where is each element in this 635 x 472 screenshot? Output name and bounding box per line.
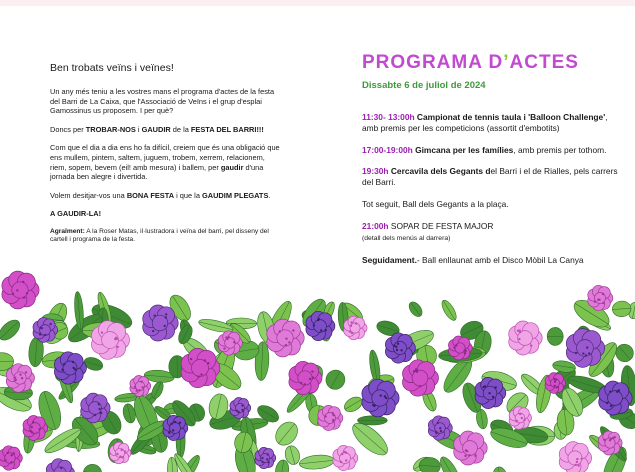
top-strip	[0, 0, 635, 6]
flower-icon	[306, 311, 335, 340]
text: Doncs per	[50, 124, 86, 134]
event-detail: , amb premis per les competicions (assortit d'embotits)	[362, 112, 608, 133]
flower-icon	[181, 348, 220, 387]
event-note: (detall dels menús al darrera)	[362, 234, 451, 242]
leaf-icon	[342, 394, 365, 415]
text: de la	[170, 124, 191, 134]
flower-icon	[130, 376, 151, 397]
flower-icon	[6, 364, 34, 393]
event-detail: - Ball enllaunat amb el Disco Mòbil La Canya	[416, 255, 584, 266]
leaf-icon	[82, 463, 104, 472]
flower-icon	[559, 442, 591, 472]
event-time: 11:30- 13:00h	[362, 112, 415, 122]
flower-icon	[230, 398, 251, 419]
flower-icon	[318, 405, 343, 430]
ack-text: A la Roser Matas, il·lustradora i veïna del barri, pel disseny del cartell i programa de la festa.	[50, 227, 269, 244]
flower-icon	[428, 416, 452, 440]
leaf-icon	[299, 454, 335, 471]
intro-paragraph: Un any més teniu a les vostres mans el programa d'actes de la festa del Barri de La Caixa, que l'Associació de Veïns i el grup d'esplai Gamossinus us proposem. I per què?	[50, 87, 275, 116]
flower-icon	[2, 271, 39, 309]
leaf-icon	[271, 418, 302, 450]
event-title: Seguidament.	[362, 255, 417, 266]
flower-icon	[23, 416, 48, 441]
flower-icon	[218, 331, 242, 355]
event-time: 21:00h	[362, 220, 389, 231]
event-title: Cercavila dels Gegants d	[388, 166, 491, 177]
text-bold: gaudir	[220, 162, 244, 172]
flower-icon	[344, 316, 367, 340]
program-column	[362, 52, 622, 277]
program-title	[362, 52, 622, 74]
flower-icon	[566, 329, 604, 368]
paragraph-trobar	[50, 125, 282, 135]
leaf-icon	[439, 298, 459, 322]
text: Com que el dia a dia ens ho fa difícil, creiem que és una obligació que ens mullem, pintem, saltem, juguem, trobem, xerrem, relacionem, riem, sopem, bevem (eil! amb mesura) i ballem, per	[50, 143, 280, 172]
text-bold: GAUDIM PLEGATS	[202, 190, 269, 200]
leaf-icon	[612, 300, 632, 317]
flower-icon	[449, 336, 473, 360]
text-bold: BONA FESTA	[126, 190, 175, 200]
text-bold: TROBAR-NOS	[85, 124, 136, 134]
text-bold: GAUDIR	[141, 124, 171, 134]
text: i que la	[174, 190, 202, 200]
event-disco	[362, 255, 622, 266]
event-gimcana	[362, 145, 622, 156]
flower-icon	[110, 442, 131, 464]
flower-icon	[46, 459, 74, 472]
flower-icon	[362, 379, 399, 417]
flower-icon	[545, 373, 566, 394]
paragraph-bona-festa	[50, 191, 282, 201]
event-detail: , amb premis per tothom.	[513, 144, 607, 155]
flower-icon	[143, 305, 179, 341]
flower-icon	[588, 285, 613, 310]
flower-icon	[163, 415, 188, 440]
program-date: Dissabte 6 de juliol de 2024	[362, 80, 486, 91]
text: d'una jornada ben alegre i divertida.	[50, 162, 264, 182]
event-title: SOPAR DE FESTA MAJOR	[388, 220, 494, 231]
text: i	[135, 124, 142, 134]
greeting: Ben trobats veïns i veïnes!	[50, 62, 174, 74]
leaf-icon	[73, 291, 84, 330]
leaf-icon	[368, 349, 382, 384]
flower-icon	[33, 318, 58, 343]
paragraph-gaudir: A GAUDIR-LA!	[50, 209, 102, 219]
text-bold: FESTA DEL BARRI!!!	[190, 124, 264, 134]
event-tennis	[362, 112, 622, 134]
leaf-icon	[322, 367, 348, 393]
event-title: Gimcana per les famílies	[412, 144, 514, 155]
flower-icon	[403, 360, 439, 396]
ack-label: Agraïment:	[50, 227, 85, 235]
title-part: PROGRAMA D	[362, 52, 504, 73]
flower-icon	[509, 321, 543, 355]
text: .	[268, 190, 271, 200]
flower-garden-illustration	[0, 268, 635, 472]
welcome-column	[50, 62, 282, 245]
text: Volem desitjar-vos una	[50, 190, 127, 200]
event-detail: el Barri i el de Rialles, pels carrers del Barri.	[362, 166, 618, 188]
event-ball-gegants: Tot seguit, Ball dels Gegants a la plaça.	[362, 198, 509, 209]
flower-icon	[333, 445, 358, 470]
flower-icon	[385, 333, 415, 363]
flower-icon	[0, 446, 22, 470]
flower-icon	[509, 407, 531, 430]
flower-icon	[289, 361, 322, 394]
flower-icon	[255, 447, 276, 468]
title-apostrophe: ’	[503, 52, 510, 73]
event-time: 17:00-19:00h	[362, 144, 413, 155]
flower-icon	[599, 431, 623, 455]
title-part: ACTES	[509, 52, 579, 73]
leaf-icon	[491, 466, 508, 472]
leaf-icon	[547, 327, 563, 345]
paragraph-obligacio	[50, 143, 282, 181]
leaf-icon	[0, 316, 23, 343]
acknowledgement	[50, 228, 282, 245]
event-cercavila	[362, 166, 622, 188]
event-title: Campionat de tennis taula i 'Balloon Challenge'	[414, 112, 606, 122]
event-sopar	[362, 221, 622, 245]
leaf-icon	[407, 300, 425, 319]
event-time: 19:30h	[362, 166, 389, 177]
